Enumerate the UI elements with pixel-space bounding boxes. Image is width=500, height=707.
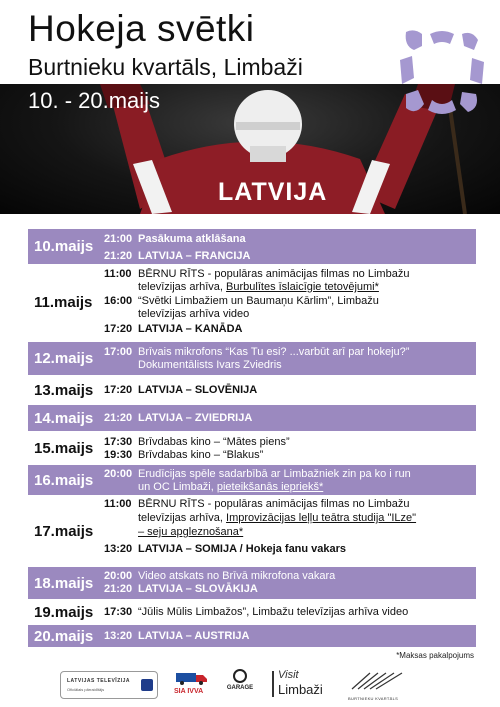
event-text: Video atskats no Brīvā mikrofona vakara <box>138 570 336 582</box>
event-time: 19:30 <box>104 449 133 461</box>
event-item <box>104 250 250 262</box>
event-text: televīzijas arhīva, <box>138 281 227 293</box>
sponsor-kvartals-name: BURTNIEKU KVARTĀLS <box>348 696 399 701</box>
schedule-row-12-maijs <box>28 342 476 375</box>
schedule-row-11-maijs <box>28 266 476 338</box>
sponsor-limbazi-text: Limbaži <box>278 682 323 697</box>
event-time: 20:00 <box>104 468 133 480</box>
event-item <box>104 295 379 307</box>
event-item <box>104 630 249 642</box>
day-label: 20.maijs <box>34 627 94 645</box>
event-text: Brīvais mikrofons “Kas Tu esi? ...varbūt arī par hokeju?” <box>138 346 410 358</box>
schedule-row-15-maijs <box>28 433 476 463</box>
truck-icon <box>176 671 208 685</box>
day-label: 14.maijs <box>34 409 94 427</box>
sponsor-burtnieku-kvartals <box>348 669 406 703</box>
schedule-row-14-maijs <box>28 405 476 431</box>
event-item <box>104 436 290 448</box>
page-subtitle: Burtnieku kvartāls, Limbaži <box>28 54 303 80</box>
sponsor-visit-limbazi <box>272 669 336 701</box>
event-item <box>104 468 411 480</box>
garage-logo-icon <box>233 669 247 683</box>
schedule-row-16-maijs <box>28 465 476 495</box>
day-label: 16.maijs <box>34 471 94 489</box>
event-time: 21:20 <box>104 583 133 595</box>
event-item <box>104 384 257 396</box>
event-item <box>104 543 346 555</box>
event-item <box>104 346 409 358</box>
event-time: 17:30 <box>104 436 133 448</box>
event-text: Brīvdabas kino – “Blakus” <box>138 449 264 461</box>
sponsor-ltv-sub: Oficiālais pārraidītājs <box>67 687 105 692</box>
event-time: 11:00 <box>104 498 132 510</box>
day-label: 19.maijs <box>34 603 94 621</box>
event-text: LATVIJA – SLOVĒNIJA <box>138 384 258 396</box>
event-link[interactable]: – seju apgleznošana* <box>138 526 244 538</box>
event-time: 17:00 <box>104 346 133 358</box>
day-label: 15.maijs <box>34 439 94 457</box>
day-label: 11.maijs <box>34 293 93 311</box>
day-label: 17.maijs <box>34 522 94 540</box>
paid-service-note: *Maksas pakalpojums <box>396 651 474 660</box>
event-time: 21:20 <box>104 250 133 262</box>
event-item <box>104 526 243 538</box>
sponsor-siaivva-name: SIA IVVA <box>174 688 204 695</box>
event-item <box>104 268 409 280</box>
schedule-row-17-maijs <box>28 497 476 565</box>
event-time: 13:20 <box>104 630 133 642</box>
event-text: Dokumentālists Ivars Zviedris <box>138 359 282 371</box>
event-item <box>104 359 282 371</box>
event-item <box>104 498 409 510</box>
event-item <box>104 583 258 595</box>
event-item <box>104 308 249 320</box>
schedule-row-19-maijs <box>28 601 476 623</box>
event-text: BĒRNU RĪTS - populāras animācijas filmas no Limbažu <box>138 268 410 280</box>
event-text: “Jūlis Mūlis Limbažos”, Limbažu televīzijas arhīva video <box>138 606 409 618</box>
event-item <box>104 570 335 582</box>
event-item <box>104 481 323 493</box>
day-label: 18.maijs <box>34 574 94 592</box>
event-item <box>104 323 243 335</box>
schedule-row-18-maijs <box>28 567 476 599</box>
event-text: LATVIJA – FRANCIJA <box>138 250 251 262</box>
event-text: “Svētki Limbažiem un Baumaņu Kārlim”, Limbažu <box>138 295 379 307</box>
event-time: 17:20 <box>104 384 133 396</box>
sponsor-ltv-name: LATVIJAS TELEVĪZIJA <box>67 678 131 684</box>
event-link[interactable]: Improvizācijas leļļu teātra studija "ILze" <box>226 512 417 524</box>
day-label: 13.maijs <box>34 381 94 399</box>
event-time: 17:30 <box>104 606 133 618</box>
sponsor-garage-name: GARAGE <box>226 685 254 691</box>
event-link[interactable]: Burbulītes īslaicīgie tetovējumi* <box>226 281 379 293</box>
kvartals-logo-icon <box>348 669 406 691</box>
event-text: televīzijas arhīva video <box>138 308 250 320</box>
event-time: 21:20 <box>104 412 133 424</box>
event-time: 13:20 <box>104 543 133 555</box>
event-time: 21:00 <box>104 233 133 245</box>
event-item <box>104 412 252 424</box>
event-item <box>104 233 246 245</box>
event-time: 16:00 <box>104 295 133 307</box>
event-item <box>104 281 379 293</box>
sponsor-ltv <box>60 671 158 699</box>
sponsor-garage <box>226 669 254 701</box>
event-item <box>104 606 408 618</box>
event-dates: 10. - 20.maijs <box>28 88 161 113</box>
schedule-row-10-maijs <box>28 229 476 264</box>
sponsor-logos <box>0 665 500 707</box>
event-link[interactable]: pieteikšanās iepriekš* <box>216 481 324 493</box>
event-text: LATVIJA – KANĀDA <box>138 323 243 335</box>
event-text: Erudīcijas spēle sadarbībā ar Limbažniek zin pa ko i run <box>138 468 411 480</box>
event-text: un OC Limbaži, <box>138 481 217 493</box>
event-text: Brīvdabas kino – “Mātes piens” <box>138 436 290 448</box>
event-time: 20:00 <box>104 570 133 582</box>
schedule-row-20-maijs <box>28 625 476 647</box>
event-text: LATVIJA – AUSTRIJA <box>138 630 250 642</box>
event-time: 11:00 <box>104 268 132 280</box>
day-label: 10.maijs <box>34 238 94 255</box>
sponsor-visit-text: Visit <box>278 669 299 681</box>
event-item <box>104 512 416 524</box>
event-text: BĒRNU RĪTS - populāras animācijas filmas no Limbažu <box>138 498 410 510</box>
page-title: Hokeja svētki <box>28 8 255 49</box>
event-text: LATVIJA – SOMIJA / Hokeja fanu vakars <box>138 543 347 555</box>
event-text: LATVIJA – SLOVĀKIJA <box>138 583 258 595</box>
event-text: LATVIJA – ZVIEDRIJA <box>138 412 253 424</box>
festival-logo-icon <box>400 28 484 116</box>
sponsor-siaivva <box>172 671 212 701</box>
event-text: Pasākuma atklāšana <box>138 233 246 245</box>
visit-logo-icon <box>272 671 274 697</box>
schedule-row-13-maijs <box>28 377 476 403</box>
jersey-text: LATVIJA <box>218 178 328 206</box>
event-time: 17:20 <box>104 323 133 335</box>
day-label: 12.maijs <box>34 350 94 367</box>
event-item <box>104 449 263 461</box>
event-text: televīzijas arhīva, <box>138 512 227 524</box>
ltv-logo-icon <box>141 679 153 691</box>
